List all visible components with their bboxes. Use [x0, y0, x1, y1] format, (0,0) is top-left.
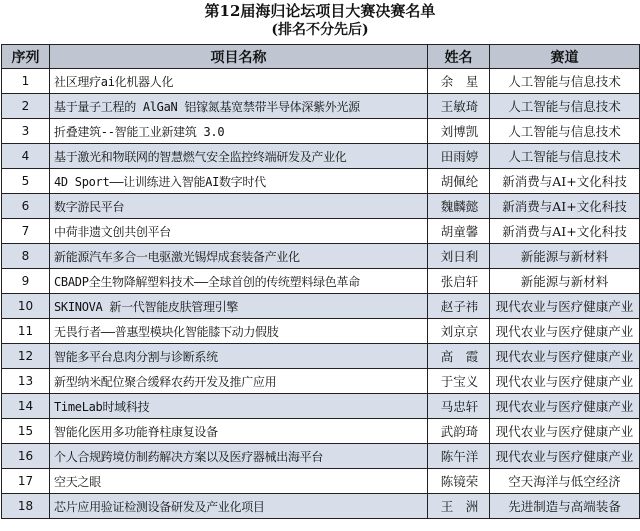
cell-no: 1: [2, 69, 50, 94]
cell-track: 空天海洋与低空经济: [490, 469, 640, 494]
cell-track: 现代农业与医疗健康产业: [490, 394, 640, 419]
table-row: [2, 94, 640, 119]
cell-track: 现代农业与医疗健康产业: [490, 319, 640, 344]
table-row: [2, 344, 640, 369]
table-row: [2, 144, 640, 169]
table-row: [2, 194, 640, 219]
cell-project: 智能化医用多功能脊柱康复设备: [50, 419, 428, 444]
cell-project: 中荷非遗文创共创平台: [50, 219, 428, 244]
cell-track: 人工智能与信息技术: [490, 69, 640, 94]
cell-no: 5: [2, 169, 50, 194]
cell-name: 武韵琦: [428, 419, 490, 444]
header-name: 姓名: [428, 45, 490, 69]
table-row: [2, 244, 640, 269]
table-row: [2, 419, 640, 444]
table-row: [2, 444, 640, 469]
cell-track: 先进制造与高端装备: [490, 494, 640, 519]
cell-no: 7: [2, 219, 50, 244]
cell-track: 新消费与AI+文化科技: [490, 169, 640, 194]
cell-track: 新能源与新材料: [490, 269, 640, 294]
cell-track: 现代农业与医疗健康产业: [490, 419, 640, 444]
cell-name: 赵子祎: [428, 294, 490, 319]
cell-name: 胡佩纶: [428, 169, 490, 194]
table-row: [2, 219, 640, 244]
header-track: 赛道: [490, 45, 640, 69]
table-header-row: [2, 45, 640, 69]
cell-project: 新能源汽车多合一电驱激光锡焊成套装备产业化: [50, 244, 428, 269]
cell-no: 12: [2, 344, 50, 369]
cell-name: 马忠轩: [428, 394, 490, 419]
finalist-table: [1, 44, 640, 519]
cell-no: 3: [2, 119, 50, 144]
cell-project: 空天之眼: [50, 469, 428, 494]
table-row: [2, 369, 640, 394]
cell-track: 人工智能与信息技术: [490, 144, 640, 169]
table-row: [2, 469, 640, 494]
cell-project: 折叠建筑--智能工业新建筑 3.0: [50, 119, 428, 144]
cell-no: 4: [2, 144, 50, 169]
cell-name: 陈午洋: [428, 444, 490, 469]
cell-name: 王 洲: [428, 494, 490, 519]
cell-name: 于宝义: [428, 369, 490, 394]
table-row: [2, 394, 640, 419]
cell-track: 人工智能与信息技术: [490, 94, 640, 119]
cell-no: 6: [2, 194, 50, 219]
cell-no: 10: [2, 294, 50, 319]
table-row: [2, 119, 640, 144]
cell-name: 张启轩: [428, 269, 490, 294]
cell-track: 现代农业与医疗健康产业: [490, 294, 640, 319]
cell-project: 无畏行者——普惠型模块化智能膝下动力假肢: [50, 319, 428, 344]
cell-project: 基于激光和物联网的智慧燃气安全监控终端研发及产业化: [50, 144, 428, 169]
cell-no: 13: [2, 369, 50, 394]
cell-project: 社区理疗ai化机器人化: [50, 69, 428, 94]
document-title: 第12届海归论坛项目大赛决赛名单: [204, 2, 436, 20]
cell-project: 数字游民平台: [50, 194, 428, 219]
cell-no: 17: [2, 469, 50, 494]
cell-project: 个人合规跨境仿制药解决方案以及医疗器械出海平台: [50, 444, 428, 469]
cell-name: 王敏琦: [428, 94, 490, 119]
cell-no: 2: [2, 94, 50, 119]
cell-no: 14: [2, 394, 50, 419]
table-row: [2, 319, 640, 344]
cell-track: 人工智能与信息技术: [490, 119, 640, 144]
cell-name: 陈镜荣: [428, 469, 490, 494]
title-block: [0, 0, 640, 44]
cell-track: 现代农业与医疗健康产业: [490, 369, 640, 394]
cell-no: 18: [2, 494, 50, 519]
cell-no: 9: [2, 269, 50, 294]
table-row: [2, 169, 640, 194]
table-row: [2, 494, 640, 519]
cell-project: SKINOVA 新一代智能皮肤管理引擎: [50, 294, 428, 319]
cell-project: 新型纳米配位聚合缓释农药开发及推广应用: [50, 369, 428, 394]
cell-no: 16: [2, 444, 50, 469]
cell-track: 新能源与新材料: [490, 244, 640, 269]
cell-name: 田雨婷: [428, 144, 490, 169]
cell-no: 11: [2, 319, 50, 344]
cell-project: TimeLab时域科技: [50, 394, 428, 419]
cell-name: 魏麟懿: [428, 194, 490, 219]
cell-track: 新消费与AI+文化科技: [490, 194, 640, 219]
cell-project: 4D Sport——让训练进入智能AI数字时代: [50, 169, 428, 194]
cell-name: 余 星: [428, 69, 490, 94]
cell-project: 基于量子工程的 AlGaN 铝镓氮基宽禁带半导体深紫外光源: [50, 94, 428, 119]
cell-name: 刘日利: [428, 244, 490, 269]
cell-project: 芯片应用验证检测设备研发及产业化项目: [50, 494, 428, 519]
cell-track: 现代农业与医疗健康产业: [490, 344, 640, 369]
header-project: 项目名称: [50, 45, 428, 69]
document-subtitle: (排名不分先后): [271, 22, 369, 38]
table-row: [2, 269, 640, 294]
cell-name: 刘京京: [428, 319, 490, 344]
header-no: 序列: [2, 45, 50, 69]
cell-no: 8: [2, 244, 50, 269]
cell-track: 新消费与AI+文化科技: [490, 219, 640, 244]
cell-name: 高 霞: [428, 344, 490, 369]
cell-project: CBADP全生物降解塑料技术——全球首创的传统塑料绿色革命: [50, 269, 428, 294]
table-row: [2, 69, 640, 94]
cell-no: 15: [2, 419, 50, 444]
table-row: [2, 294, 640, 319]
cell-name: 刘博凯: [428, 119, 490, 144]
cell-track: 现代农业与医疗健康产业: [490, 444, 640, 469]
cell-name: 胡童馨: [428, 219, 490, 244]
cell-project: 智能多平台息肉分割与诊断系统: [50, 344, 428, 369]
